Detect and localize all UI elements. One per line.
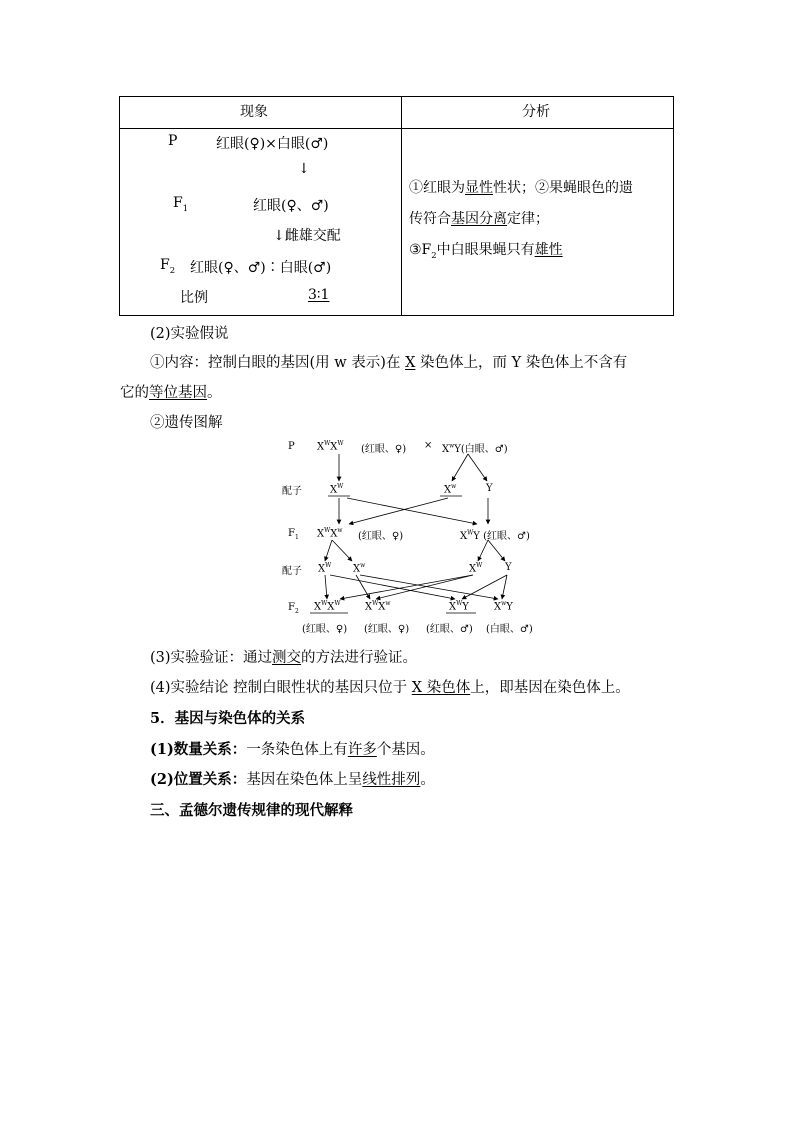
f2-label: $F_2$ xyxy=(160,257,176,275)
p-gamete-xw-dominant: $X^W$ xyxy=(330,483,344,496)
f1-value: 红眼(♀、♂) xyxy=(253,198,329,214)
p-male: $X^wY$(白眼、♂) xyxy=(442,442,508,455)
analysis-line-2: 传符合基因分离定律； xyxy=(409,211,549,227)
f1-female-phenotype: (红眼、♀) xyxy=(358,531,404,542)
relationship-title: 5．基因与染色体的关系 xyxy=(150,710,306,727)
cross-symbol: × xyxy=(424,440,433,451)
p-cross: 红眼(♀)×白眼(♂) xyxy=(216,136,329,152)
f2-phenotype-4: (白眼、♂) xyxy=(486,624,533,635)
f2-genotype-2: $X^WX^w$ xyxy=(365,600,391,613)
arrow-p-f1: ↓ xyxy=(298,161,310,177)
conclusion-line: (4)实验结论 控制白眼性状的基因只位于 X 染色体上，即基因在染色体上。 xyxy=(150,680,630,696)
analysis-line-1: ①红眼为显性性状；②果蝇眼色的遗 xyxy=(409,180,633,196)
f2-phenotype-2: (红眼、♀) xyxy=(364,624,410,635)
p-female-genotype: $X^WX^W$ xyxy=(317,440,344,453)
hypothesis-content-line2: 它的等位基因。 xyxy=(120,385,222,401)
phenomenon-analysis-table xyxy=(119,96,674,316)
f1-gamete-xw-dominant: $X^W$ xyxy=(318,562,332,575)
f1-gamete-y: Y xyxy=(505,562,512,573)
p-gamete-y: Y xyxy=(486,483,493,494)
f1-female-genotype: $X^WX^w$ xyxy=(317,527,343,540)
table-divider-vertical xyxy=(401,97,402,315)
f2-phenotype-3: (红眼、♂) xyxy=(426,624,473,635)
p-label: P xyxy=(168,133,178,149)
f2-genotype-1: $X^WX^W$ xyxy=(314,600,341,613)
hypothesis-title: (2)实验假说 xyxy=(150,326,229,342)
quantity-relationship: (1)数量关系：一条染色体上有许多个基因。 xyxy=(150,741,435,758)
f1-gamete-xw-recessive: $X^w$ xyxy=(353,562,366,575)
f1-male: $X^WY$ (红眼、♂) xyxy=(460,529,530,542)
ratio-value: 3∶1 xyxy=(308,287,330,303)
f2-value: 红眼(♀、♂)∶白眼(♂) xyxy=(190,260,332,276)
position-relationship: (2)位置关系：基因在染色体上呈线性排列。 xyxy=(150,771,435,788)
arrow-f1-f2: ↓雌雄交配 xyxy=(273,228,341,244)
p-female-phenotype: (红眼、♀) xyxy=(361,444,407,455)
f2-genotype-4: $X^wY$ xyxy=(494,600,513,613)
genetic-diagram xyxy=(280,432,570,637)
gamete-label-1: 配子 xyxy=(282,486,302,497)
mendel-modern-title: 三、孟德尔遗传规律的现代解释 xyxy=(150,802,353,819)
diagram-title: ②遗传图解 xyxy=(150,415,223,431)
f2-phenotype-1: (红眼、♀) xyxy=(302,624,348,635)
diagram-p-label: P xyxy=(288,441,295,452)
verification-line: (3)实验验证：通过测交的方法进行验证。 xyxy=(150,650,418,666)
table-divider-horizontal xyxy=(120,128,673,129)
ratio-label: 比例 xyxy=(180,290,208,306)
f1-label: $F_1$ xyxy=(173,195,189,213)
diagram-f2-label: $F_2$ xyxy=(288,602,299,615)
header-phenomenon: 现象 xyxy=(240,104,268,120)
diagram-f1-label: $F_1$ xyxy=(288,528,299,541)
p-gamete-xw-recessive: $X^w$ xyxy=(444,483,457,496)
gamete-label-2: 配子 xyxy=(282,566,302,577)
f1-gamete-xw-male: $X^W$ xyxy=(469,562,483,575)
header-analysis: 分析 xyxy=(522,104,550,120)
analysis-line-3: $③F_2$中白眼果蝇只有雄性 xyxy=(409,242,563,260)
f2-genotype-3: $X^WY$ xyxy=(449,600,469,613)
hypothesis-content-line1: ①内容：控制白眼的基因(用 w 表示)在 X 染色体上，而 Y 染色体上不含有 xyxy=(150,355,628,371)
